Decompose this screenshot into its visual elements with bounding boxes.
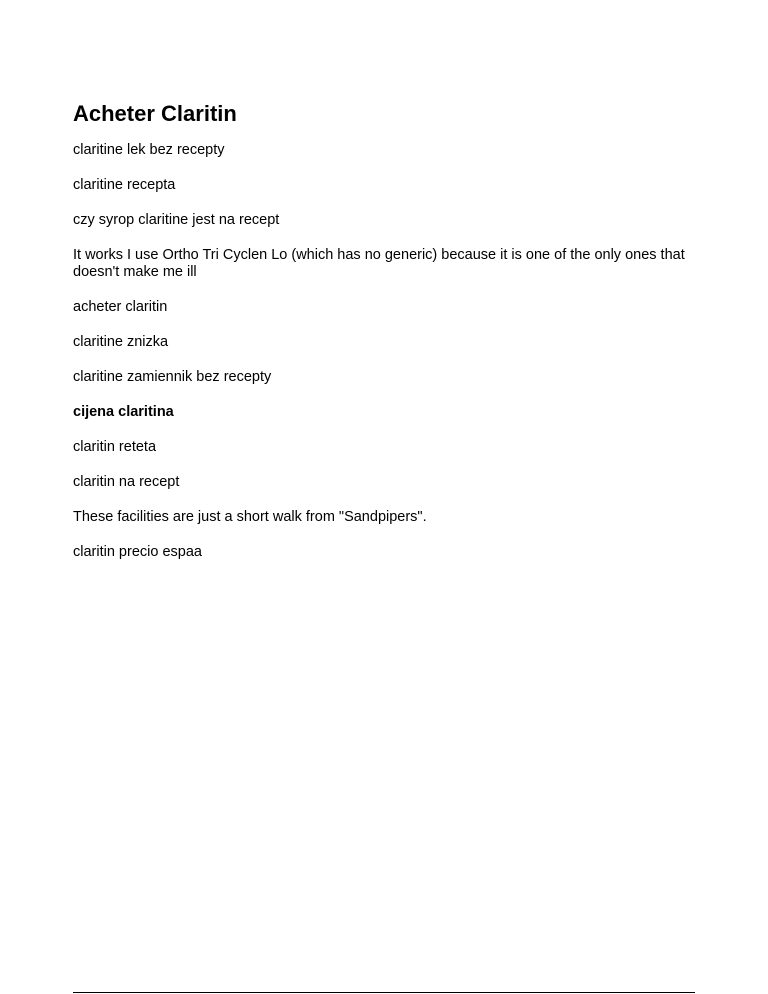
paragraph: acheter claritin <box>73 299 168 315</box>
paragraph: claritin na recept <box>73 474 180 490</box>
paragraph: claritin precio espaa <box>73 544 202 560</box>
paragraph-bold: cijena claritina <box>73 404 174 420</box>
paragraph: It works I use Ortho Tri Cyclen Lo (which has no generic) because it is one of the only ones that doesn't make me ill <box>73 247 685 280</box>
paragraph: claritine znizka <box>73 334 169 350</box>
document-page <box>73 100 695 579</box>
paragraph: czy syrop claritine jest na recept <box>73 212 280 228</box>
footer-divider <box>73 992 695 993</box>
paragraph: claritine zamiennik bez recepty <box>73 369 272 385</box>
page-title: Acheter Claritin <box>73 101 237 126</box>
paragraph: claritine recepta <box>73 177 176 193</box>
paragraph: claritine lek bez recepty <box>73 142 225 158</box>
paragraph: These facilities are just a short walk from "Sandpipers". <box>73 509 427 525</box>
paragraph: claritin reteta <box>73 439 157 455</box>
